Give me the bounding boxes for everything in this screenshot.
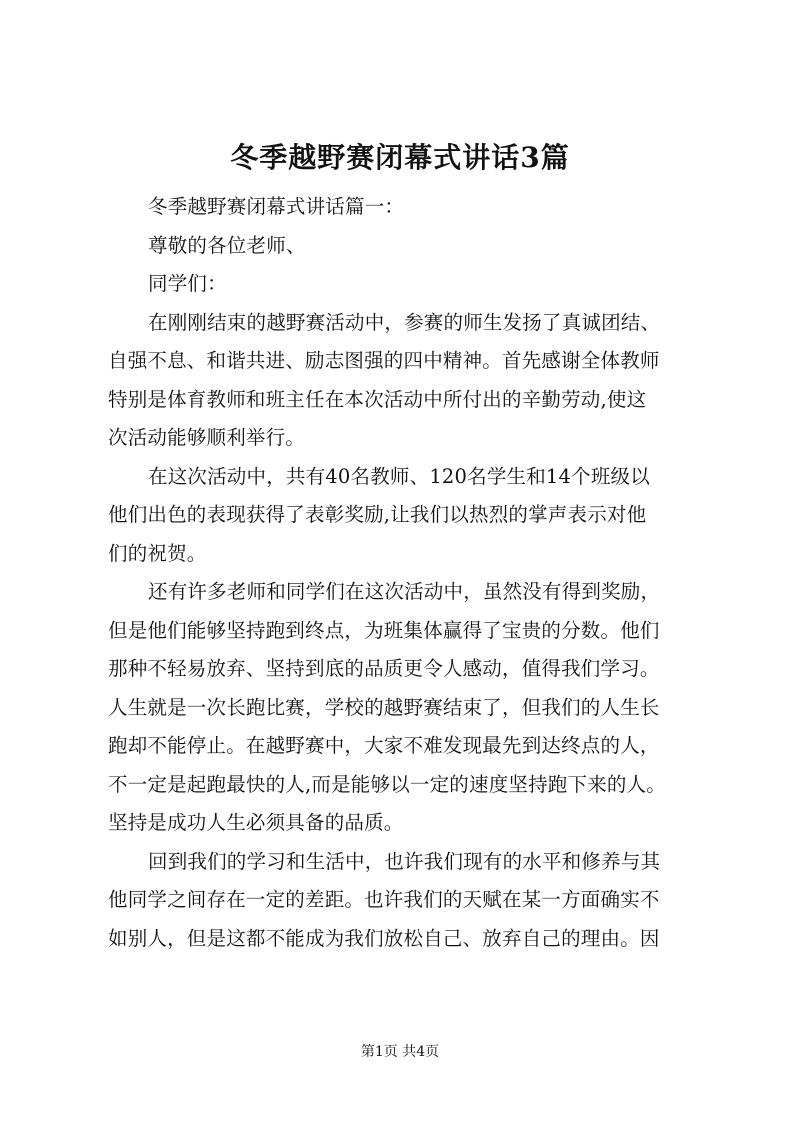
salutation-line: 同学们： — [148, 272, 227, 295]
paragraph-line: 他同学之间存在一定的差距。也许我们的天赋在某一方面确实不 — [108, 888, 660, 911]
paragraph-line: 自强不息、和谐共进、励志图强的四中精神。首先感谢全体教师 — [108, 349, 660, 372]
paragraph-line: 跑却不能停止。在越野赛中，大家不难发现最先到达终点的人， — [108, 734, 660, 757]
paragraph-line: 如别人，但是这都不能成为我们放松自己、放弃自己的理由。因 — [108, 926, 660, 950]
salutation-line: 尊敬的各位老师、 — [148, 233, 306, 257]
paragraph-line: 次活动能够顺利举行。 — [108, 426, 306, 449]
paragraph-line: 那种不轻易放弃、坚持到底的品质更令人感动，值得我们学习。 — [108, 657, 660, 680]
paragraph-line: 回到我们的学习和生活中，也许我们现有的水平和修养与其 — [148, 849, 661, 873]
paragraph-line: 但是他们能够坚持跑到终点，为班集体赢得了宝贵的分数。他们 — [108, 618, 660, 642]
paragraph-line: 人生就是一次长跑比赛，学校的越野赛结束了，但我们的人生长 — [108, 695, 660, 719]
paragraph-line: 在这次活动中，共有40名教师、120名学生和14个班级以 — [148, 464, 650, 488]
page-number-footer: 第1页 共4页 — [360, 1044, 440, 1060]
paragraph-line: 还有许多老师和同学们在这次活动中，虽然没有得到奖励， — [148, 580, 661, 603]
paragraph-line: 特别是体育教师和班主任在本次活动中所付出的辛勤劳动,使这 — [108, 387, 647, 411]
document-title: 冬季越野赛闭幕式讲话3篇 — [230, 141, 570, 174]
paragraph-line: 他们出色的表现获得了表彰奖励,让我们以热烈的掌声表示对他 — [108, 503, 647, 526]
document-body — [108, 188, 700, 958]
section-heading: 冬季越野赛闭幕式讲话篇一： — [148, 195, 405, 218]
paragraph-line: 在刚刚结束的越野赛活动中，参赛的师生发扬了真诚团结、 — [148, 310, 661, 334]
paragraph-line: 们的祝贺。 — [108, 541, 207, 565]
paragraph-line: 不一定是起跑最快的人,而是能够以一定的速度坚持跑下来的人。 — [108, 772, 666, 796]
paragraph-line: 坚持是成功人生必须具备的品质。 — [108, 811, 404, 834]
